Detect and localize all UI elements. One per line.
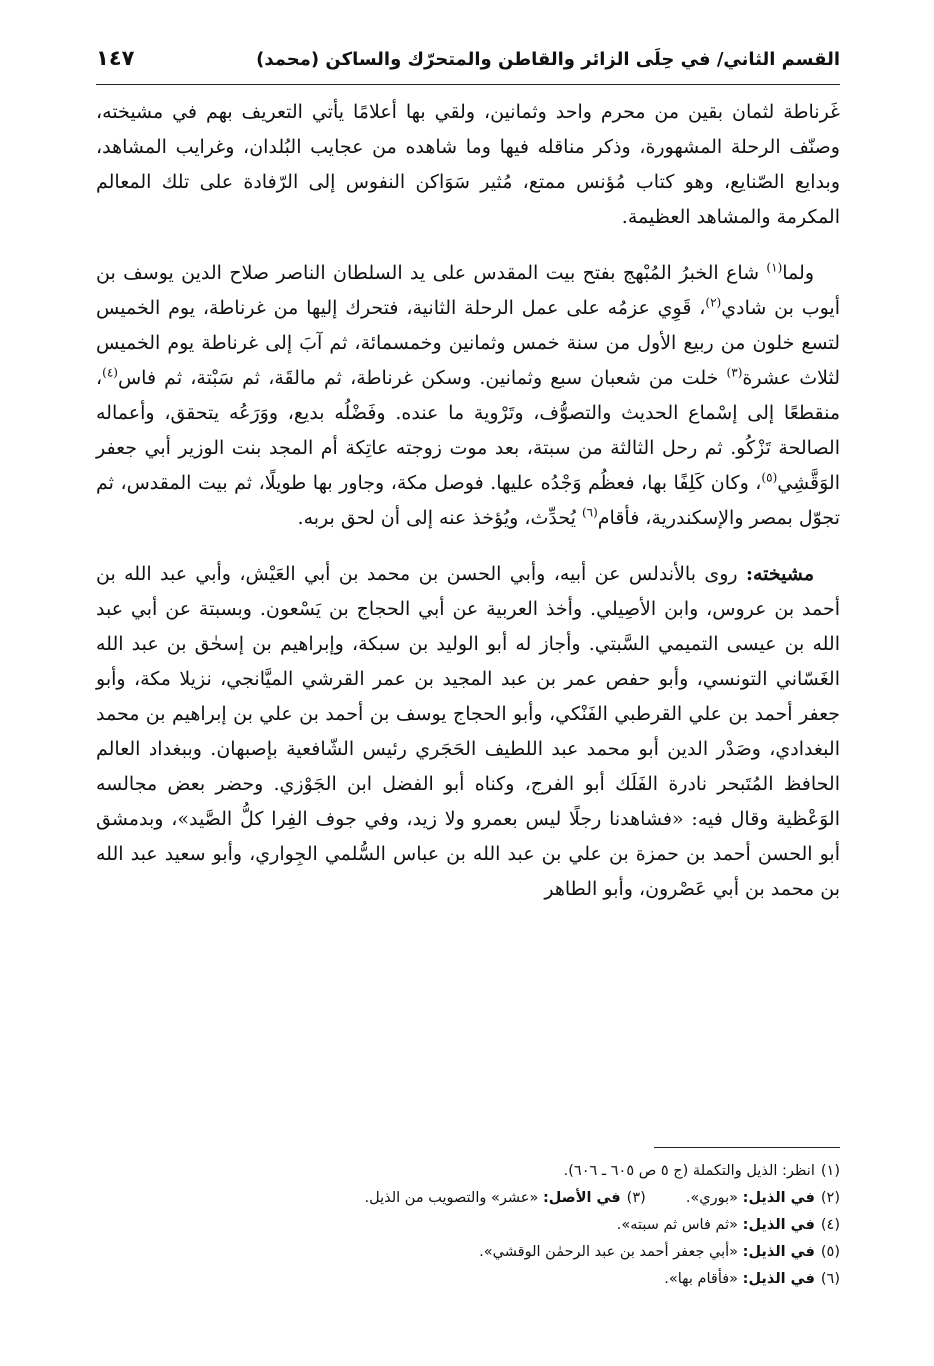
text-segment: يُحدِّث، ويُؤخذ عنه إلى أن لحق بربه. bbox=[297, 507, 582, 529]
page-number: ١٤٧ bbox=[96, 46, 135, 70]
footnote-text: «أبي جعفر أحمد بن عبد الرحمٰن الوقشي». bbox=[479, 1244, 739, 1260]
main-text bbox=[96, 95, 840, 907]
text-segment: ، وكان كَلِفًا بها، فعظُم وَجْدُه عليها. فوصل مكة، وجاور بها طويلًا، ثم بيت المقدس، ثم تجوّل بمصر والإسكندرية، فأقام bbox=[96, 472, 840, 529]
text-segment: روى بالأندلس عن أبيه، وأبي الحسن بن محمد بن أبي العَيْش، وأبي عبد الله بن أحمد بن عروس، وابن الأصِيلي. وأخذ العربية عن أبي الحجاج بن يَسْعون. وبسبتة عن أبي عبد الله بن عيسى التميمي السَّبتي. وأجاز له أبو الوليد بن سبكة، وإبراهيم بن إسحٰق بن عبد الله الغَسّاني التونسي، وأبو حفص عمر بن عبد المجيد بن عمر القرشي الميَّانجي، نزيلا مكة، وأبو جعفر أحمد بن علي القرطبي الفَنْكي، وأبو الحجاج يوسف بن أحمد بن علي بن إبراهيم بن محمد البغدادي، وصَدْر الدين أبو محمد عبد اللطيف الحَجَري رئيس الشّافعية بإصبهان. وببغداد العالم الحافظ المُتَبحر نادرة الفَلَك أبو الفرج، وكناه أبو الفضل ابن الجَوْزي. وحضر بعض مجالسه الوَعْظية وقال فيه: «فشاهدنا رجلًا ليس بعمرو ولا زيد، وفي جوف الفِرا كلُّ الصَّيد»، وبدمشق أبو الحسن أحمد بن حمزة بن علي بن عبد الله بن عباس السُّلمي الجِواري، وأبو سعيد عبد الله بن محمد بن أبي عَصْرون، وأبو الطاهر bbox=[96, 563, 840, 900]
running-header bbox=[96, 46, 840, 85]
footnote-prefix: في الذيل: bbox=[742, 1190, 815, 1206]
section-lead: مشيخته: bbox=[745, 563, 814, 585]
footnote-3 bbox=[365, 1185, 646, 1212]
footnote-ref-1[interactable]: (١) bbox=[766, 260, 783, 275]
footnote-2-3 bbox=[96, 1185, 840, 1212]
footnote-prefix: في الذيل: bbox=[742, 1217, 815, 1233]
footnote-number: (٣) bbox=[626, 1190, 646, 1206]
text-segment: شاع الخبرُ المُبْهج بفتح بيت المقدس على يد السلطان الناصر صلاح الدين يوسف بن أيوب بن شادي bbox=[96, 262, 840, 319]
footnote-prefix: في الذيل: bbox=[742, 1271, 815, 1287]
footnote-4 bbox=[96, 1212, 840, 1239]
footnote-text: «عشر» والتصويب من الذيل. bbox=[364, 1190, 539, 1206]
paragraph-2 bbox=[96, 256, 840, 536]
footnote-ref-3[interactable]: (٣) bbox=[726, 365, 743, 380]
paragraph-3 bbox=[96, 557, 840, 907]
footnote-number: (٥) bbox=[820, 1244, 840, 1260]
footnote-divider bbox=[654, 1147, 840, 1148]
footnote-number: (٢) bbox=[820, 1190, 840, 1206]
footnote-ref-2[interactable]: (٢) bbox=[705, 295, 722, 310]
footnote-number: (١) bbox=[820, 1163, 840, 1179]
footnote-text: «فأقام بها». bbox=[664, 1271, 739, 1287]
footnote-number: (٤) bbox=[820, 1217, 840, 1233]
paragraph-1: غَرناطة لثمان بقين من محرم واحد وثمانين، ولقي بها أعلامًا يأتي التعريف بهم في مشيخته، وصنّف الرحلة المشهورة، وذكر مناقله فيها وما شاهده من عجايب البُلدان، وغرايب المشاهد، وبدايع الصّنايع، وهو كتاب مُؤنس ممتع، مُثير سَوَاكن النفوس إلى الرّفادة على تلك المعالم المكرمة والمشاهد العظيمة. bbox=[96, 101, 840, 228]
text-segment: خلت من شعبان سبع وثمانين. وسكن غرناطة، ثم مالقَة، ثم سَبْتة، ثم فاس bbox=[117, 367, 727, 389]
text-segment: ولما bbox=[782, 262, 814, 284]
footnote-6 bbox=[96, 1266, 840, 1293]
footnote-text: «بوري». bbox=[685, 1190, 739, 1206]
footnote-text: انظر: الذيل والتكملة (ج ٥ ص ٦٠٥ ـ ٦٠٦). bbox=[563, 1163, 815, 1179]
footnote-number: (٦) bbox=[820, 1271, 840, 1287]
text-segment: ، قَوِي عزمُه على عمل الرحلة الثانية، فتحرك إليها من غرناطة، يوم الخميس لتسع خلون من ربيع الأول من سنة خمس وثمانين وخمسمائة، ثم آبَ إلى غرناطة يوم الخميس لثلاث عشرة bbox=[96, 297, 840, 389]
footnotes bbox=[96, 1158, 840, 1293]
footnote-text: «ثم فاس ثم سبته». bbox=[616, 1217, 739, 1233]
text-segment: ، منقطعًا إلى إسْماع الحديث والتصوُّف، وتَرْوية ما عنده. وفَضْلُه بديع، ووَرَعُه يتحقق، وأعماله الصالحة تَزْكُو. ثم رحل الثالثة من سبتة، بعد موت زوجته عاتِكة أم المجد بنت الوزير أبي جعفر الوَقَّشِي bbox=[96, 367, 841, 494]
footnote-2 bbox=[686, 1185, 840, 1212]
footnote-ref-6[interactable]: (٦) bbox=[581, 505, 598, 520]
footnote-prefix: في الذيل: bbox=[742, 1244, 815, 1260]
footnote-ref-5[interactable]: (٥) bbox=[761, 470, 778, 485]
footnote-5 bbox=[96, 1239, 840, 1266]
footnote-1 bbox=[96, 1158, 840, 1185]
footnote-prefix: في الأصل: bbox=[542, 1190, 621, 1206]
header-title: القسم الثاني/ في حِلَى الزائر والقاطن والمتحرّك والساكن (محمد) bbox=[256, 49, 840, 70]
footnote-ref-4[interactable]: (٤) bbox=[102, 365, 118, 380]
